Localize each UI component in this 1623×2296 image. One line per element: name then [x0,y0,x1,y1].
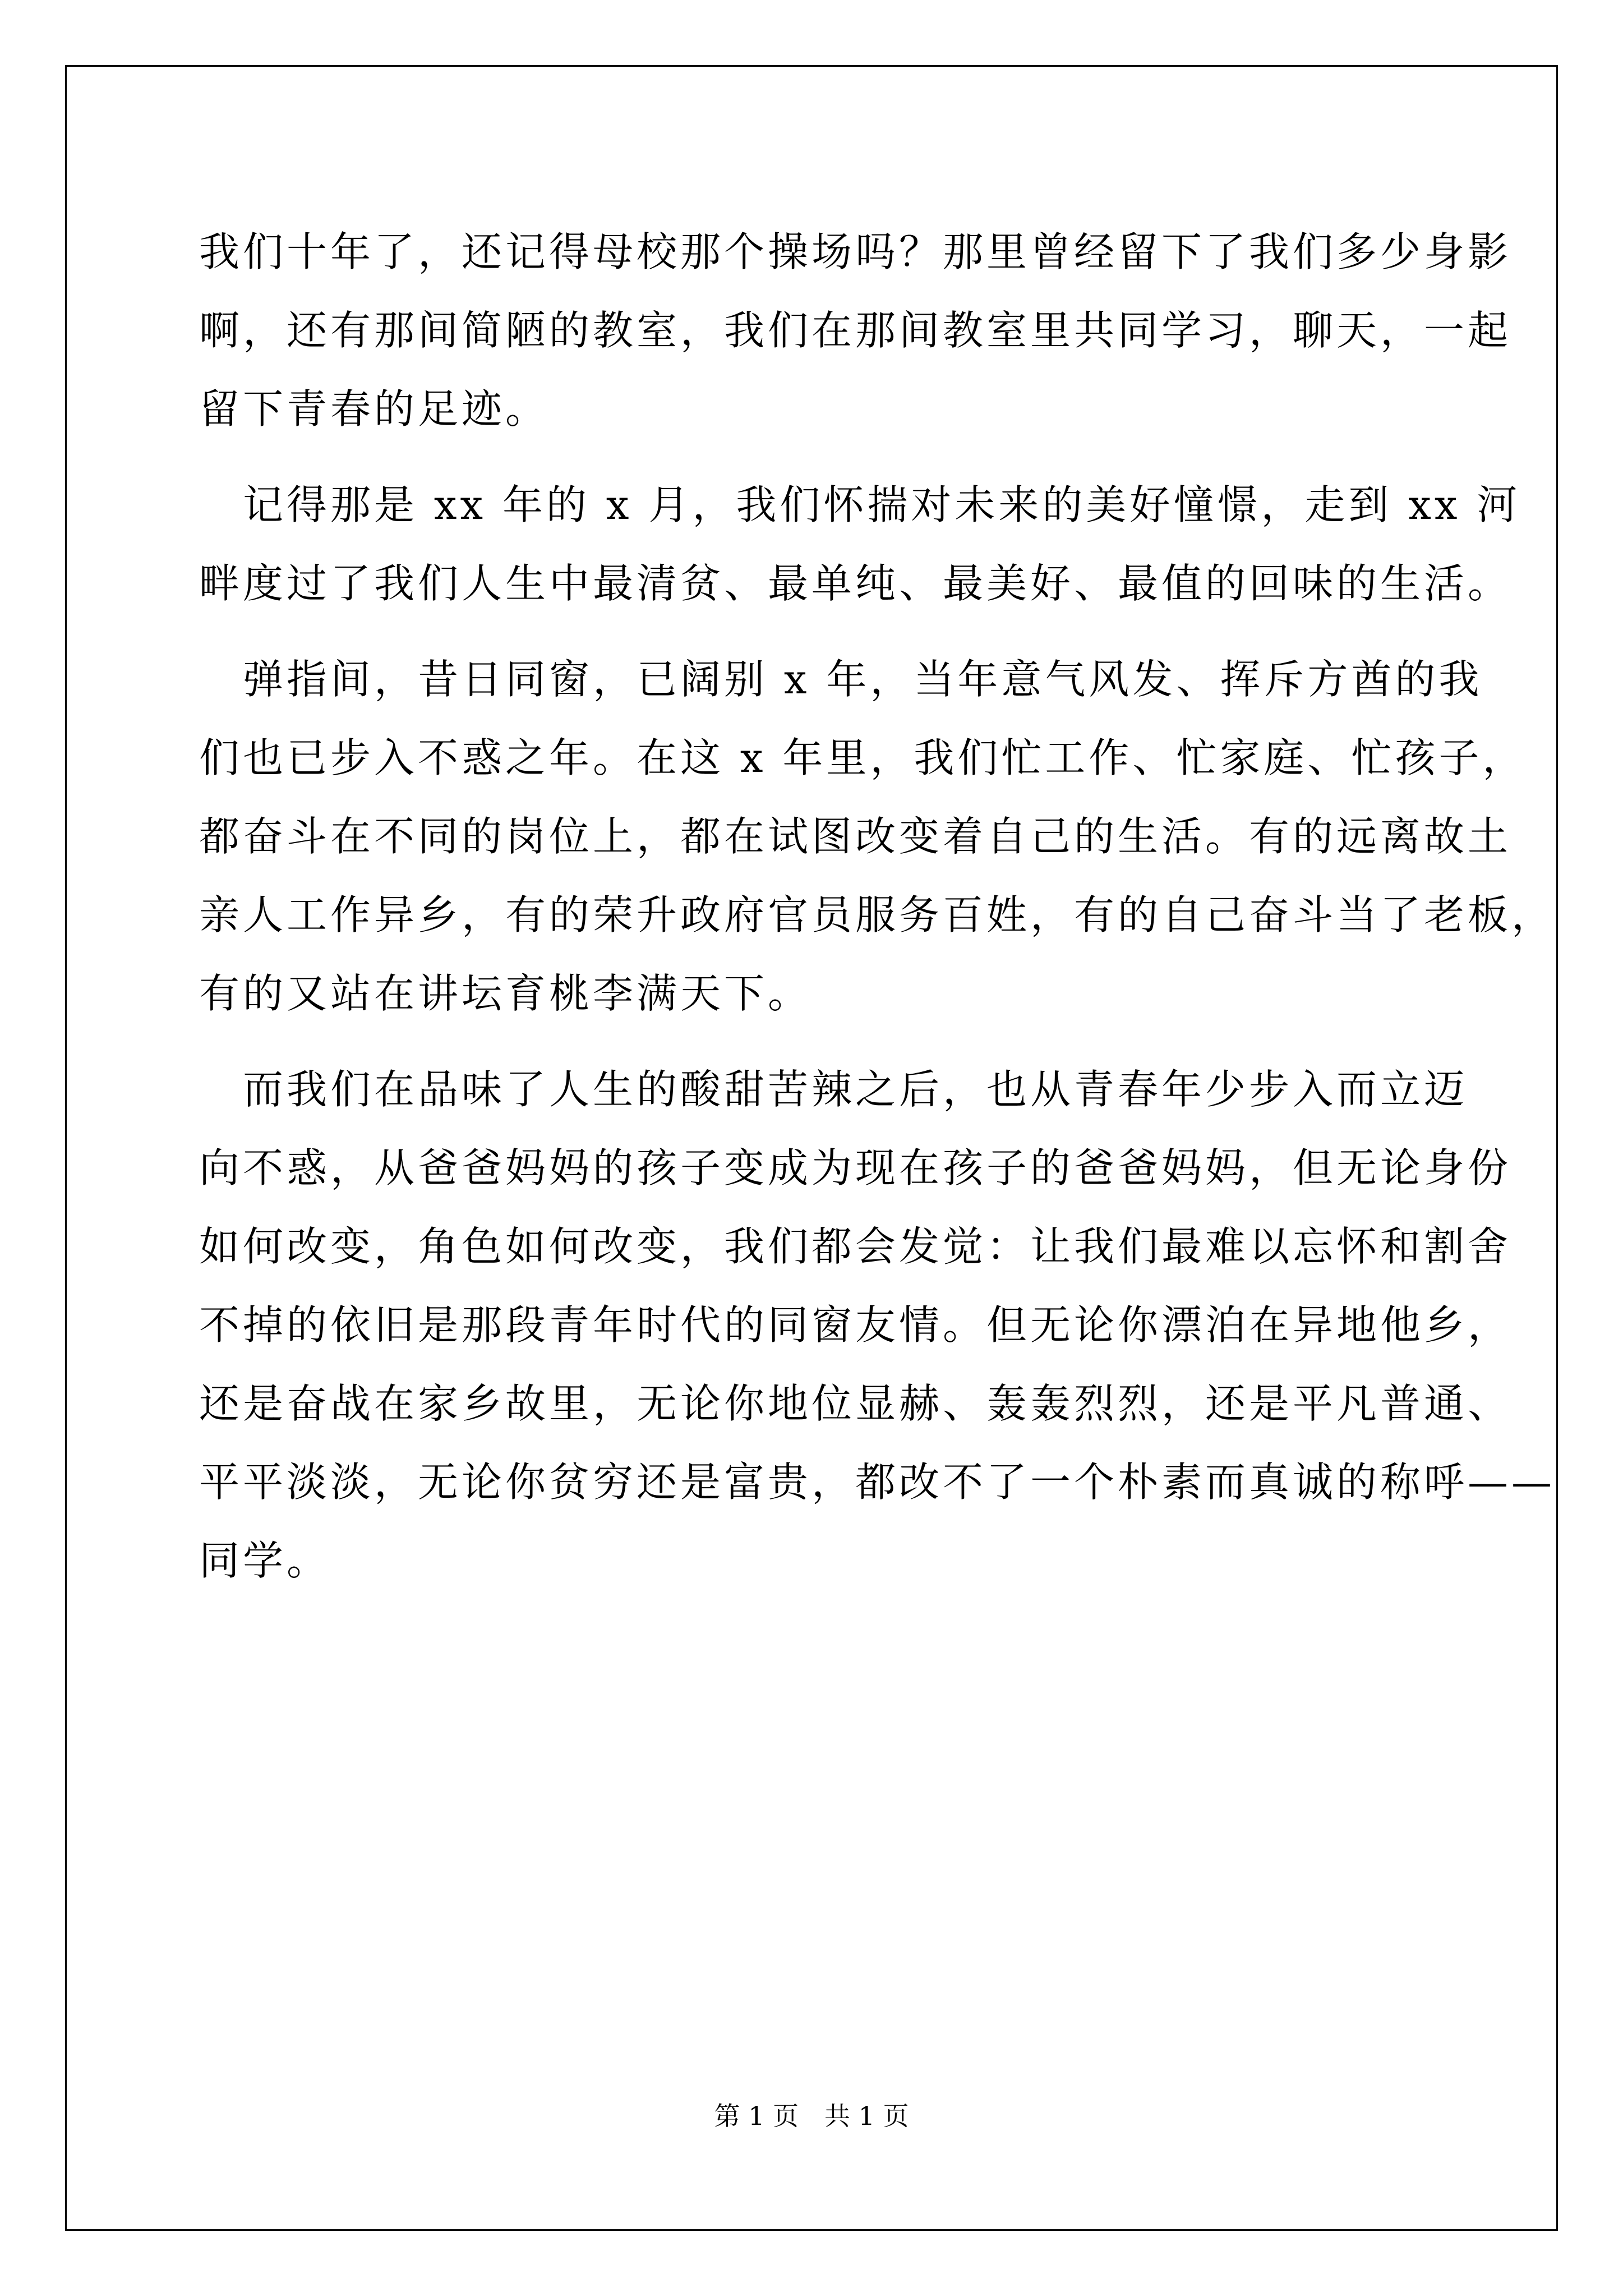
text-line: 啊，还有那间简陋的教室，我们在那间教室里共同学习，聊天，一起 [199,307,1512,354]
text-line: 亲人工作异乡，有的荣升政府官员服务百姓，有的自己奋斗当了老板， [199,891,1556,938]
text-line: 弹指间，昔日同窗，已阔别 x 年，当年意气风发、挥斥方酋的我 [199,656,1483,703]
text-line: 同学。 [199,1537,331,1584]
text-line: 有的又站在讲坛育桃李满天下。 [199,970,812,1017]
text-line: 如何改变，角色如何改变，我们都会发觉：让我们最难以忘怀和割舍 [199,1223,1512,1270]
text-line: 畔度过了我们人生中最清贫、最单纯、最美好、最值的回味的生活。 [199,560,1512,607]
text-line: 记得那是 xx 年的 x 月，我们怀揣对未来的美好憧憬，走到 xx 河 [199,481,1521,528]
text-line: 们也已步入不惑之年。在这 x 年里，我们忙工作、忙家庭、忙孩子， [199,734,1527,781]
text-line: 向不惑，从爸爸妈妈的孩子变成为现在孩子的爸爸妈妈，但无论身份 [199,1144,1512,1191]
page-number-footer: 第 1 页 共 1 页 [714,2101,909,2131]
text-line: 我们十年了，还记得母校那个操场吗？那里曾经留下了我们多少身影 [199,228,1512,275]
text-line: 都奋斗在不同的岗位上，都在试图改变着自己的生活。有的远离故土 [199,813,1512,860]
text-line: 平平淡淡，无论你贫穷还是富贵，都改不了一个朴素而真诚的称呼—— [199,1458,1556,1506]
text-line: 留下青春的足迹。 [199,385,550,432]
text-line: 还是奋战在家乡故里，无论你地位显赫、轰轰烈烈，还是平凡普通、 [199,1380,1512,1427]
text-line: 而我们在品味了人生的酸甜苦辣之后，也从青春年少步入而立迈 [199,1066,1468,1113]
text-line: 不掉的依旧是那段青年时代的同窗友情。但无论你漂泊在异地他乡， [199,1301,1512,1349]
